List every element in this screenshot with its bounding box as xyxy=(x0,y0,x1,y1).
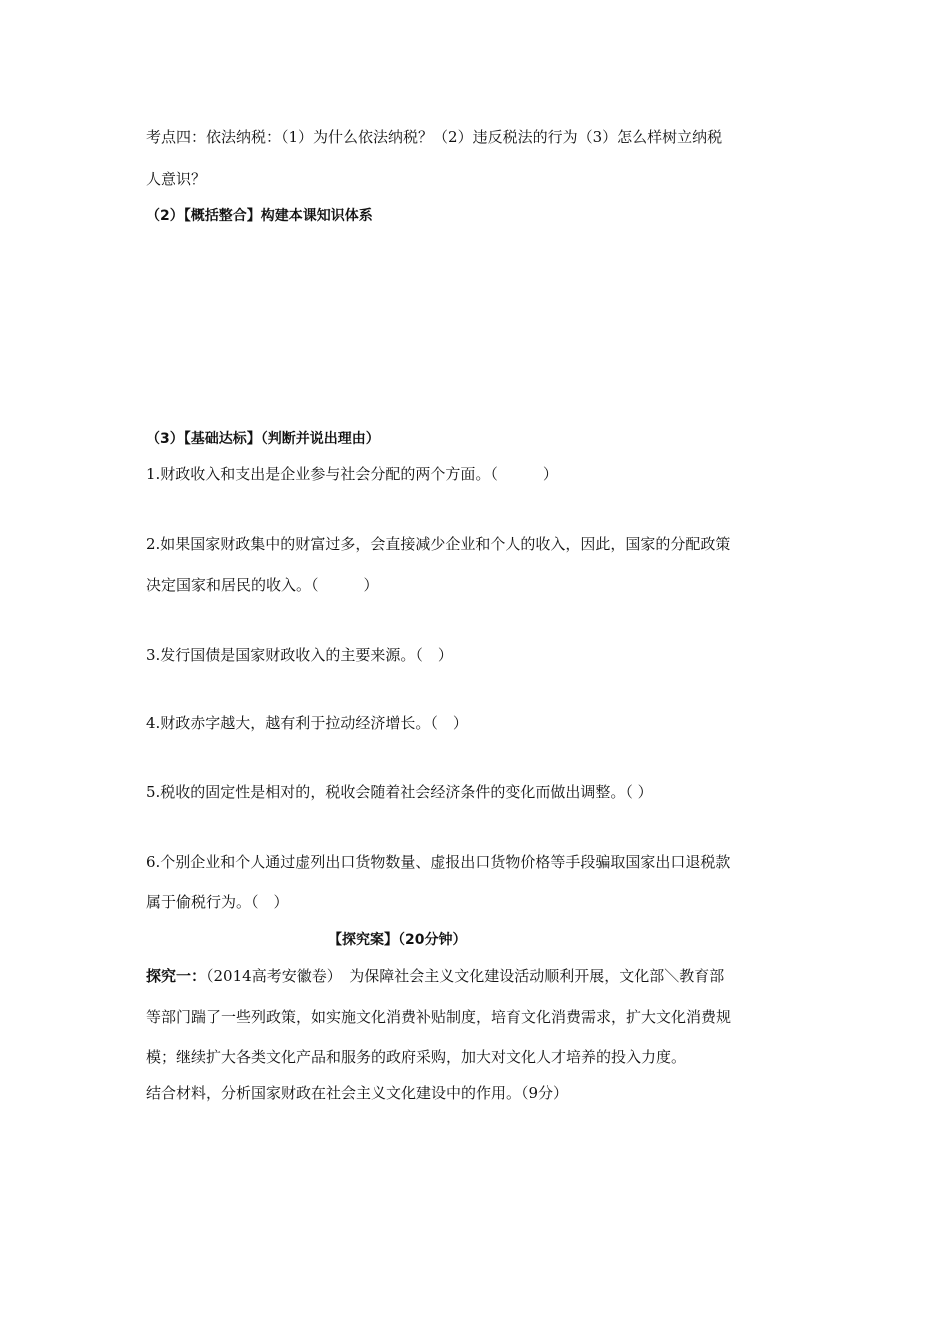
section2-heading: （2）【概括整合】构建本课知识体系 xyxy=(146,208,373,224)
question-2-line1: 2.如果国家财政集中的财富过多，会直接减少企业和个人的收入，因此，国家的分配政策 xyxy=(146,535,731,553)
question-6-line1: 6.个别企业和个人通过虚列出口货物数量、虚报出口货物价格等手段骗取国家出口退税款 xyxy=(146,853,731,871)
tanjiu-line1 xyxy=(146,966,724,986)
question-5: 5.税收的固定性是相对的，税收会随着社会经济条件的变化而做出调整。（ ） xyxy=(146,783,653,801)
question-2-line2: 决定国家和居民的收入。（ ） xyxy=(146,576,379,594)
tanjiu-line3: 模；继续扩大各类文化产品和服务的政府采购，加大对文化人才培养的投入力度。 xyxy=(146,1048,687,1066)
kaodian4-line2: 人意识？ xyxy=(146,170,207,188)
tanjiu-line2: 等部门踹了一些列政策，如实施文化消费补贴制度，培育文化消费需求，扩大文化消费规 xyxy=(146,1008,732,1026)
section3-heading: （3）【基础达标】（判断并说出理由） xyxy=(146,431,380,447)
question-3: 3.发行国债是国家财政收入的主要来源。（ ） xyxy=(146,646,453,664)
question-6-line2: 属于偷税行为。（ ） xyxy=(146,893,289,911)
question-4: 4.财政赤字越大，越有利于拉动经济增长。（ ） xyxy=(146,714,468,732)
kaodian4-line1: 考点四：依法纳税：（1）为什么依法纳税？（2）违反税法的行为（3）怎么样树立纳税 xyxy=(146,128,723,146)
tanjiu-heading: 【探究案】（20分钟） xyxy=(328,932,467,948)
question-1: 1.财政收入和支出是企业参与社会分配的两个方面。（ ） xyxy=(146,465,558,483)
tanjiu-question: 结合材料，分析国家财政在社会主义文化建设中的作用。（9分） xyxy=(146,1084,569,1102)
tanjiu-label: 探究一： xyxy=(146,967,207,985)
tanjiu-line1-text: （2014高考安徽卷） 为保障社会主义文化建设活动顺利开展，文化部＼教育部 xyxy=(206,967,725,985)
